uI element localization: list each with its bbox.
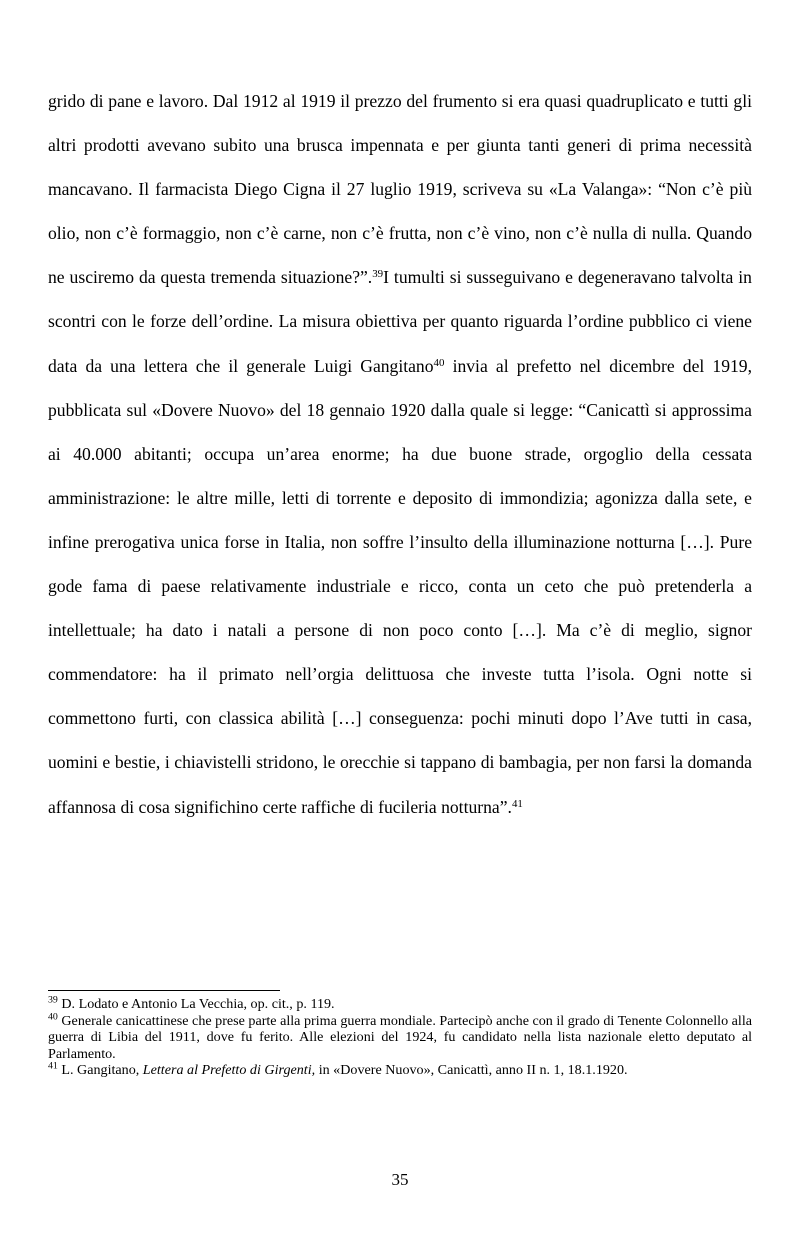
footnote-separator — [48, 990, 280, 991]
page-number: 35 — [391, 1170, 409, 1189]
footnote-text: D. Lodato e Antonio La Vecchia, op. cit., p. 119. — [57, 996, 335, 1012]
footnote-text: Generale canicattinese che prese parte alla prima guerra mondiale. Partecipò anche con il grado di Tenente Colonnello alla guerra di Libia del 1911, dove fu ferito. Alle elezioni del 1924, fu candidato nella lista nazionale eletto deputato al Parlamento. — [48, 1012, 752, 1062]
footnote-title: Lettera al Prefetto di Girgenti, — [142, 1062, 316, 1079]
footnote-text-before: L. Gangitano, — [57, 1062, 143, 1079]
footnote-ref-40[interactable]: 40 — [433, 356, 445, 369]
paragraph-text-2: I tumulti si susseguivano e degeneravano talvolta in scontri con le forze dell’ordine. La misura obiettiva per quanto riguarda l’ordine pubblico ci viene data da una lettera che il generale Luigi Gangitano — [48, 267, 752, 376]
paragraph-text-3: invia al prefetto nel dicembre del 1919, pubblicata sul «Dovere Nuovo» del 18 gennaio 1920 dalla quale si legge: “Canicattì si approssima ai 40.000 abitanti; occupa un’area enorme; ha due buone strade, orgoglio della cessata amministrazione: le altre mille, letti di torrente e deposito di immondizia; agonizza dalla sete, e infine prerogativa unica forse in Italia, non soffre l’insulto della illuminazione notturna […]. Pure gode fama di paese relativamente industriale e ricco, conta un ceto che può pretenderla a intellettuale; ha dato i natali a persone di non poco conto […]. Ma c’è di meglio, signor commendatore: ha il primato nell’orgia delittuosa che investe tutta l’isola. Ogni notte si commettono furti, con classica abilità […] conseguenza: pochi minuti dopo l’Ave tutti in casa, uomini e bestie, i chiavistelli stridono, le orecchie si tappano di bambagia, per non farsi la domanda affannosa di cosa significhino certe raffiche di fucileria notturna”. — [48, 355, 752, 817]
footnote-number: 39 — [48, 994, 58, 1006]
footnote-ref-39[interactable]: 39 — [372, 268, 384, 281]
main-paragraph — [48, 79, 752, 829]
footnote-number: 40 — [48, 1011, 58, 1023]
footnote-39 — [48, 996, 752, 1013]
paragraph-text-1: grido di pane e lavoro. Dal 1912 al 1919 il prezzo del frumento si era quasi quadruplicato e tutti gli altri prodotti avevano subito una brusca impennata e per giunta tanti generi di prima necessità mancavano. Il farmacista Diego Cigna il 27 luglio 1919, scriveva su «La Valanga»: “Non c’è più olio, non c’è formaggio, non c’è carne, non c’è frutta, non c’è vino, non c’è nulla di nulla. Quando ne usciremo da questa tremenda situazione?”. — [48, 91, 752, 288]
footnote-number: 41 — [48, 1060, 58, 1072]
footnotes — [48, 996, 752, 1079]
footnote-text-after: in «Dovere Nuovo», Canicattì, anno II n. 1, 18.1.1920. — [315, 1062, 628, 1079]
footnote-ref-41[interactable]: 41 — [511, 797, 523, 810]
footnote-40 — [48, 1013, 752, 1063]
footnote-41 — [48, 1062, 752, 1079]
